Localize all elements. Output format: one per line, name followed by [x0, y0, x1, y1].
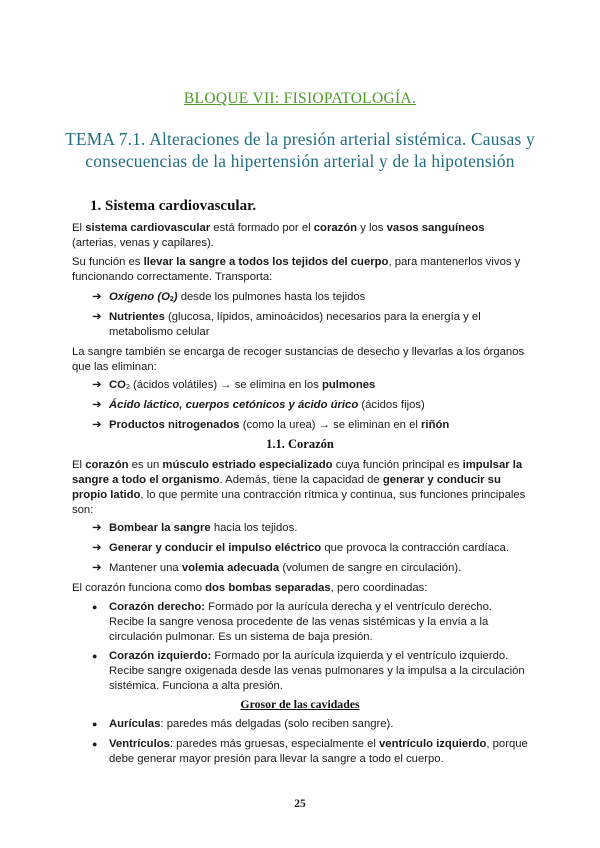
section-heading: 1. Sistema cardiovascular. — [90, 198, 257, 214]
list-item: ● Ventrículos: paredes más gruesas, especialmente el ventrículo izquierdo, porque debe generar mayor presión para llevar la sangre a todo el cuerpo. — [92, 738, 528, 765]
arrow-icon: ➔ — [92, 419, 102, 431]
arrow-icon: ➔ — [92, 562, 102, 574]
block-heading: BLOQUE VII: FISIOPATOLOGÍA. — [183, 90, 417, 107]
subsection-heading: 1.1. Corazón — [266, 437, 334, 451]
topic-title: TEMA 7.1. Alteraciones de la presión arterial sistémica. Causas y consecuencias de la hipertensión arterial y de la hipotensión — [65, 129, 535, 171]
list-item: ➔ $CO_2$ (ácidos volátiles) → se elimina en los pulmones — [92, 379, 376, 391]
grosor-heading: Grosor de las cavidades — [240, 697, 360, 711]
list-item: ➔ Mantener una volemia adecuada (volumen de sangre en circulación). — [92, 562, 462, 574]
list-item: ● Corazón derecho: Formado por la aurícula derecha y el ventrículo derecho. Recibe la sangre venosa procedente de las venas sistémicas y la envía a la circulación pulmonar. Es un sistema de baja presión. — [92, 601, 493, 643]
arrow-icon: ➔ — [92, 291, 102, 303]
bullet-icon: ● — [92, 739, 98, 749]
list-item: ● Corazón izquierdo: Formado por la aurícula izquierda y el ventrículo izquierdo. Recibe sangre oxigenada desde las venas pulmonares y la impulsa a la circulación sistémica. Funciona a alta presión. — [92, 650, 525, 692]
arrow-icon: ➔ — [92, 399, 102, 411]
arrow-icon: ➔ — [92, 311, 102, 323]
arrow-icon: ➔ — [92, 379, 102, 391]
paragraph-funcion: Su función es llevar la sangre a todos los tejidos del cuerpo, para mantenerlos vivos y funcionando correctamente. Transporta: — [72, 256, 521, 283]
page-number: 25 — [294, 798, 306, 810]
paragraph-cardiovascular: El sistema cardiovascular está formado por el corazón y los vasos sanguíneos (arterias, venas y capilares). — [72, 222, 485, 249]
list-item: ➔ Generar y conducir el impulso eléctrico que provoca la contracción cardíaca. — [92, 542, 509, 554]
bullet-icon: ● — [92, 602, 98, 612]
list-item: ➔ Oxígeno $(O_2)$ desde los pulmones hasta los tejidos — [92, 291, 366, 303]
bullet-icon: ● — [92, 651, 98, 661]
paragraph-desechos: La sangre también se encarga de recoger sustancias de desecho y llevarlas a los órganos que las eliminan: — [72, 346, 525, 373]
list-item: ➔ Bombear la sangre hacia los tejidos. — [92, 522, 298, 534]
paragraph-corazon: El corazón es un músculo estriado especializado cuya función principal es impulsar la sangre a todo el organismo. Además, tiene la capacidad de generar y conducir su propio latido, lo que permite una contracción rítmica y continua, sus funciones principales son: — [72, 459, 526, 516]
list-item: ● Aurículas: paredes más delgadas (solo reciben sangre). — [92, 718, 394, 730]
arrow-icon: ➔ — [92, 542, 102, 554]
bullet-icon: ● — [92, 719, 98, 729]
list-item: ➔ Ácido láctico, cuerpos cetónicos y ácido úrico (ácidos fijos) — [92, 399, 425, 411]
list-item: ➔ Nutrientes (glucosa, lípidos, aminoácidos) necesarios para la energía y el metabolismo celular — [92, 311, 481, 338]
list-item: ➔ Productos nitrogenados (como la urea) → se eliminan en el riñón — [92, 419, 450, 431]
arrow-icon: ➔ — [92, 522, 102, 534]
paragraph-bombas: El corazón funciona como dos bombas separadas, pero coordinadas: — [72, 582, 428, 594]
